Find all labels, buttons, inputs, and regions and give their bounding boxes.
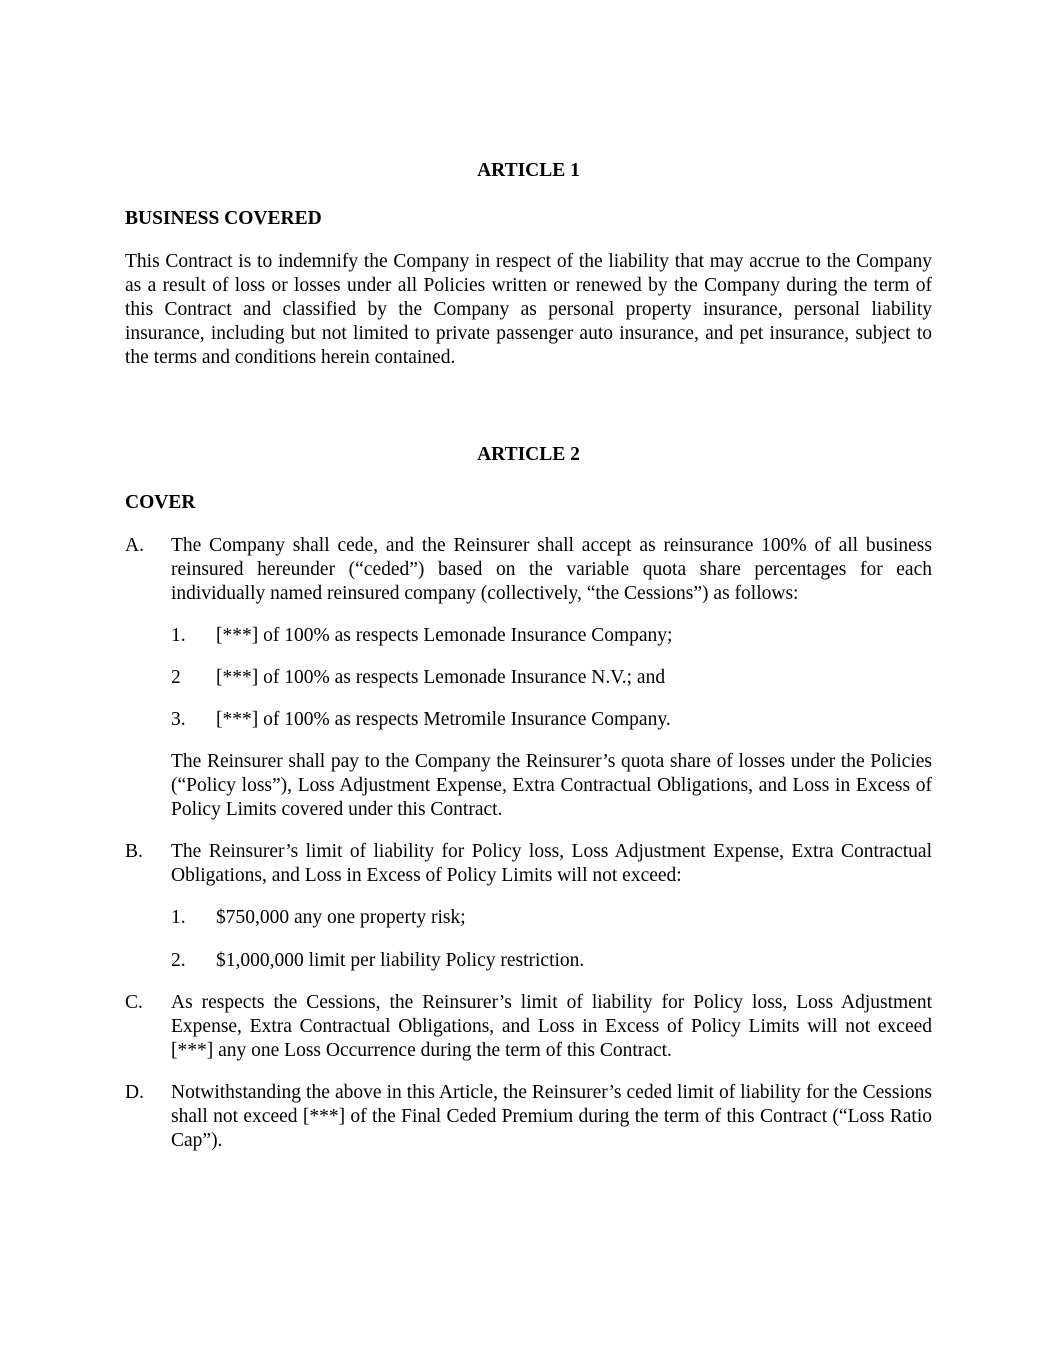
clause-a-text: The Company shall cede, and the Reinsurer shall accept as reinsurance 100% of all business reinsured hereunder (“ceded”) based on the variable quota share percentages for each individually named reinsured company (collectively, “the Cessions”) as follows: [171, 535, 932, 604]
subitem-marker: 1. [171, 907, 186, 928]
clause-a [125, 534, 932, 606]
article-1-title: ARTICLE 1 [477, 160, 580, 181]
clause-b-subitem-2 [171, 949, 932, 973]
clause-a-subitem-3 [171, 708, 932, 732]
subitem-text: [***] of 100% as respects Lemonade Insurance Company; [216, 625, 673, 646]
clause-a-subitem-2 [171, 666, 932, 690]
clause-b-subitem-1 [171, 906, 932, 930]
clause-d-marker: D. [125, 1082, 144, 1103]
clause-a-subitem-1 [171, 624, 932, 648]
article-1-heading: BUSINESS COVERED [125, 208, 322, 229]
article-2-heading: COVER [125, 492, 196, 513]
subitem-text: [***] of 100% as respects Lemonade Insurance N.V.; and [216, 667, 666, 688]
clause-b [125, 840, 932, 888]
subitem-marker: 2 [171, 667, 181, 688]
clause-a-followup: The Reinsurer shall pay to the Company the Reinsurer’s quota share of losses under the Policies (“Policy loss”), Loss Adjustment Expense, Extra Contractual Obligations, and Loss in Excess of Policy Limits covered under this Contract. [171, 751, 932, 820]
clause-c-marker: C. [125, 992, 143, 1013]
clause-c-text: As respects the Cessions, the Reinsurer’s limit of liability for Policy loss, Loss Adjustment Expense, Extra Contractual Obligations, and Loss in Excess of Policy Limits will not exceed [***] any one Loss Occurrence during the term of this Contract. [171, 992, 932, 1061]
subitem-text: $1,000,000 limit per liability Policy restriction. [216, 950, 585, 971]
subitem-marker: 2. [171, 950, 186, 971]
clause-a-marker: A. [125, 535, 144, 556]
clause-c [125, 991, 932, 1063]
clause-d-text: Notwithstanding the above in this Article, the Reinsurer’s ceded limit of liability for the Cessions shall not exceed [***] of the Final Ceded Premium during the term of this Contract (“Loss Ratio Cap”). [171, 1082, 932, 1151]
subitem-text: $750,000 any one property risk; [216, 907, 466, 928]
subitem-text: [***] of 100% as respects Metromile Insurance Company. [216, 709, 671, 730]
subitem-marker: 3. [171, 709, 186, 730]
subitem-marker: 1. [171, 625, 186, 646]
article-1-paragraph: This Contract is to indemnify the Company in respect of the liability that may accrue to the Company as a result of loss or losses under all Policies written or renewed by the Company during the term of this Contract and classified by the Company as personal property insurance, personal liability insurance, including but not limited to private passenger auto insurance, and pet insurance, subject to the terms and conditions herein contained. [125, 251, 932, 368]
clause-b-marker: B. [125, 841, 143, 862]
clause-d [125, 1081, 932, 1153]
article-2-title: ARTICLE 2 [477, 444, 580, 465]
clause-b-text: The Reinsurer’s limit of liability for Policy loss, Loss Adjustment Expense, Extra Contractual Obligations, and Loss in Excess of Policy Limits will not exceed: [171, 841, 932, 886]
